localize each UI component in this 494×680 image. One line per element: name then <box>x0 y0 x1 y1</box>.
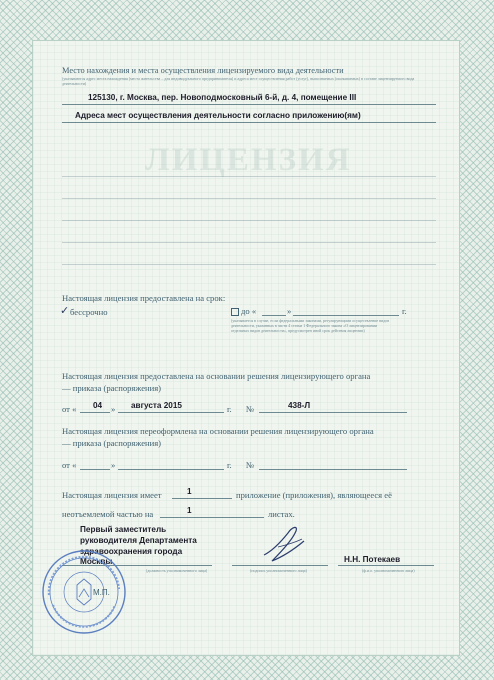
basis-year-suffix: г. <box>227 404 232 414</box>
basis-number: 438-Л <box>288 401 311 410</box>
appendix-sheets-label: листах. <box>268 509 295 519</box>
location-heading: Место нахождения и места осуществления лицензируемого вида деятельности <box>62 66 344 75</box>
reissue-month-line <box>118 469 224 470</box>
signature-scribble <box>258 521 310 567</box>
checkmark-icon: ✓ <box>60 304 70 317</box>
address-line: 125130, г. Москва, пер. Новоподмосковный 6-й, д. 4, помещение III <box>88 93 357 102</box>
basis-day-line <box>80 412 110 413</box>
basis-month-line <box>118 412 224 413</box>
blank-line <box>62 198 436 199</box>
appendix-sheets-line <box>160 517 264 518</box>
basis-quote-close: » <box>111 404 116 414</box>
blank-line <box>62 176 436 177</box>
address-underline-2 <box>62 122 436 123</box>
basis-from: от « <box>62 404 77 414</box>
basis-month-year: августа 2015 <box>131 401 182 410</box>
reissue-label-2: — приказа (распоряжения) <box>62 438 162 448</box>
appendix-count-line <box>172 498 232 499</box>
term-quote-close: » <box>287 306 292 316</box>
blank-line <box>62 220 436 221</box>
basis-label-1: Настоящая лицензия предоставлена на основании решения лицензирующего органа <box>62 371 371 381</box>
caption-position: (должность уполномоченного лица) <box>146 568 208 573</box>
reissue-number-sign: № <box>246 460 255 470</box>
reissue-from: от « <box>62 460 77 470</box>
reissue-quote-close: » <box>111 460 116 470</box>
name-line <box>338 565 434 566</box>
address-underline <box>62 104 436 105</box>
caption-name: (ф.и.о. уполномоченного лица) <box>362 568 415 573</box>
appendix-label-after: приложение (приложения), являющееся её <box>236 490 392 500</box>
blank-line <box>62 242 436 243</box>
location-heading-note: (указываются адрес места нахождения (места жительства – для индивидуального предпринимателя) и адреса мест осуществления работ (услуг), выполняемых (оказываемых) в составе лицензируемого вида деятельности) <box>62 76 415 86</box>
caption-signature: (подпись уполномоченного лица) <box>250 568 307 573</box>
reissue-label-1: Настоящая лицензия переоформлена на основании решения лицензирующего органа <box>62 426 374 436</box>
stamp-mark: М.П. <box>93 588 110 597</box>
signatory-position-line: Первый заместитель <box>80 525 167 534</box>
basis-day: 04 <box>93 401 103 410</box>
appendix-label-before: Настоящая лицензия имеет <box>62 490 162 500</box>
term-indefinite: бессрочно <box>70 307 108 317</box>
seal-icon <box>41 549 127 635</box>
reissue-number-line <box>259 469 407 470</box>
term-year-suffix: г. <box>402 306 407 316</box>
term-label: Настоящая лицензия предоставлена на срок: <box>62 293 226 303</box>
until-day-line <box>262 315 286 316</box>
reissue-day-line <box>80 469 110 470</box>
watermark-title: ЛИЦЕНЗИЯ <box>145 142 352 178</box>
basis-number-line <box>259 412 407 413</box>
appendix-label-integral: неотъемлемой частью на <box>62 509 154 519</box>
signatory-position-line: Москвы <box>80 557 113 567</box>
addresses-appendix-note: Адреса мест осуществления деятельности согласно приложению(ям) <box>75 111 361 120</box>
until-month-line <box>293 315 399 316</box>
appendix-count: 1 <box>187 487 192 496</box>
term-fine-print: (указывается в случае, если федеральными законами, регулирующими осуществление видов деятельности, указанных в части 4 статьи 1 Федерального закона «О лицензировании отдельных видов деятельности», предусмотрен иной срок действия лицензии) <box>231 318 390 333</box>
until-checkbox <box>231 308 239 316</box>
signatory-position-line: руководителя Департамента <box>80 535 197 545</box>
reissue-year-suffix: г. <box>227 460 232 470</box>
blank-line <box>62 264 436 265</box>
official-seal <box>41 549 127 635</box>
appendix-sheets: 1 <box>187 506 192 515</box>
term-until-prefix: до « <box>241 306 257 316</box>
basis-label-2: — приказа (распоряжения) <box>62 383 162 393</box>
basis-number-sign: № <box>246 404 255 414</box>
signatory-position-line: здравоохранения города <box>80 546 183 556</box>
signatory-name: Н.Н. Потекаев <box>344 555 401 564</box>
